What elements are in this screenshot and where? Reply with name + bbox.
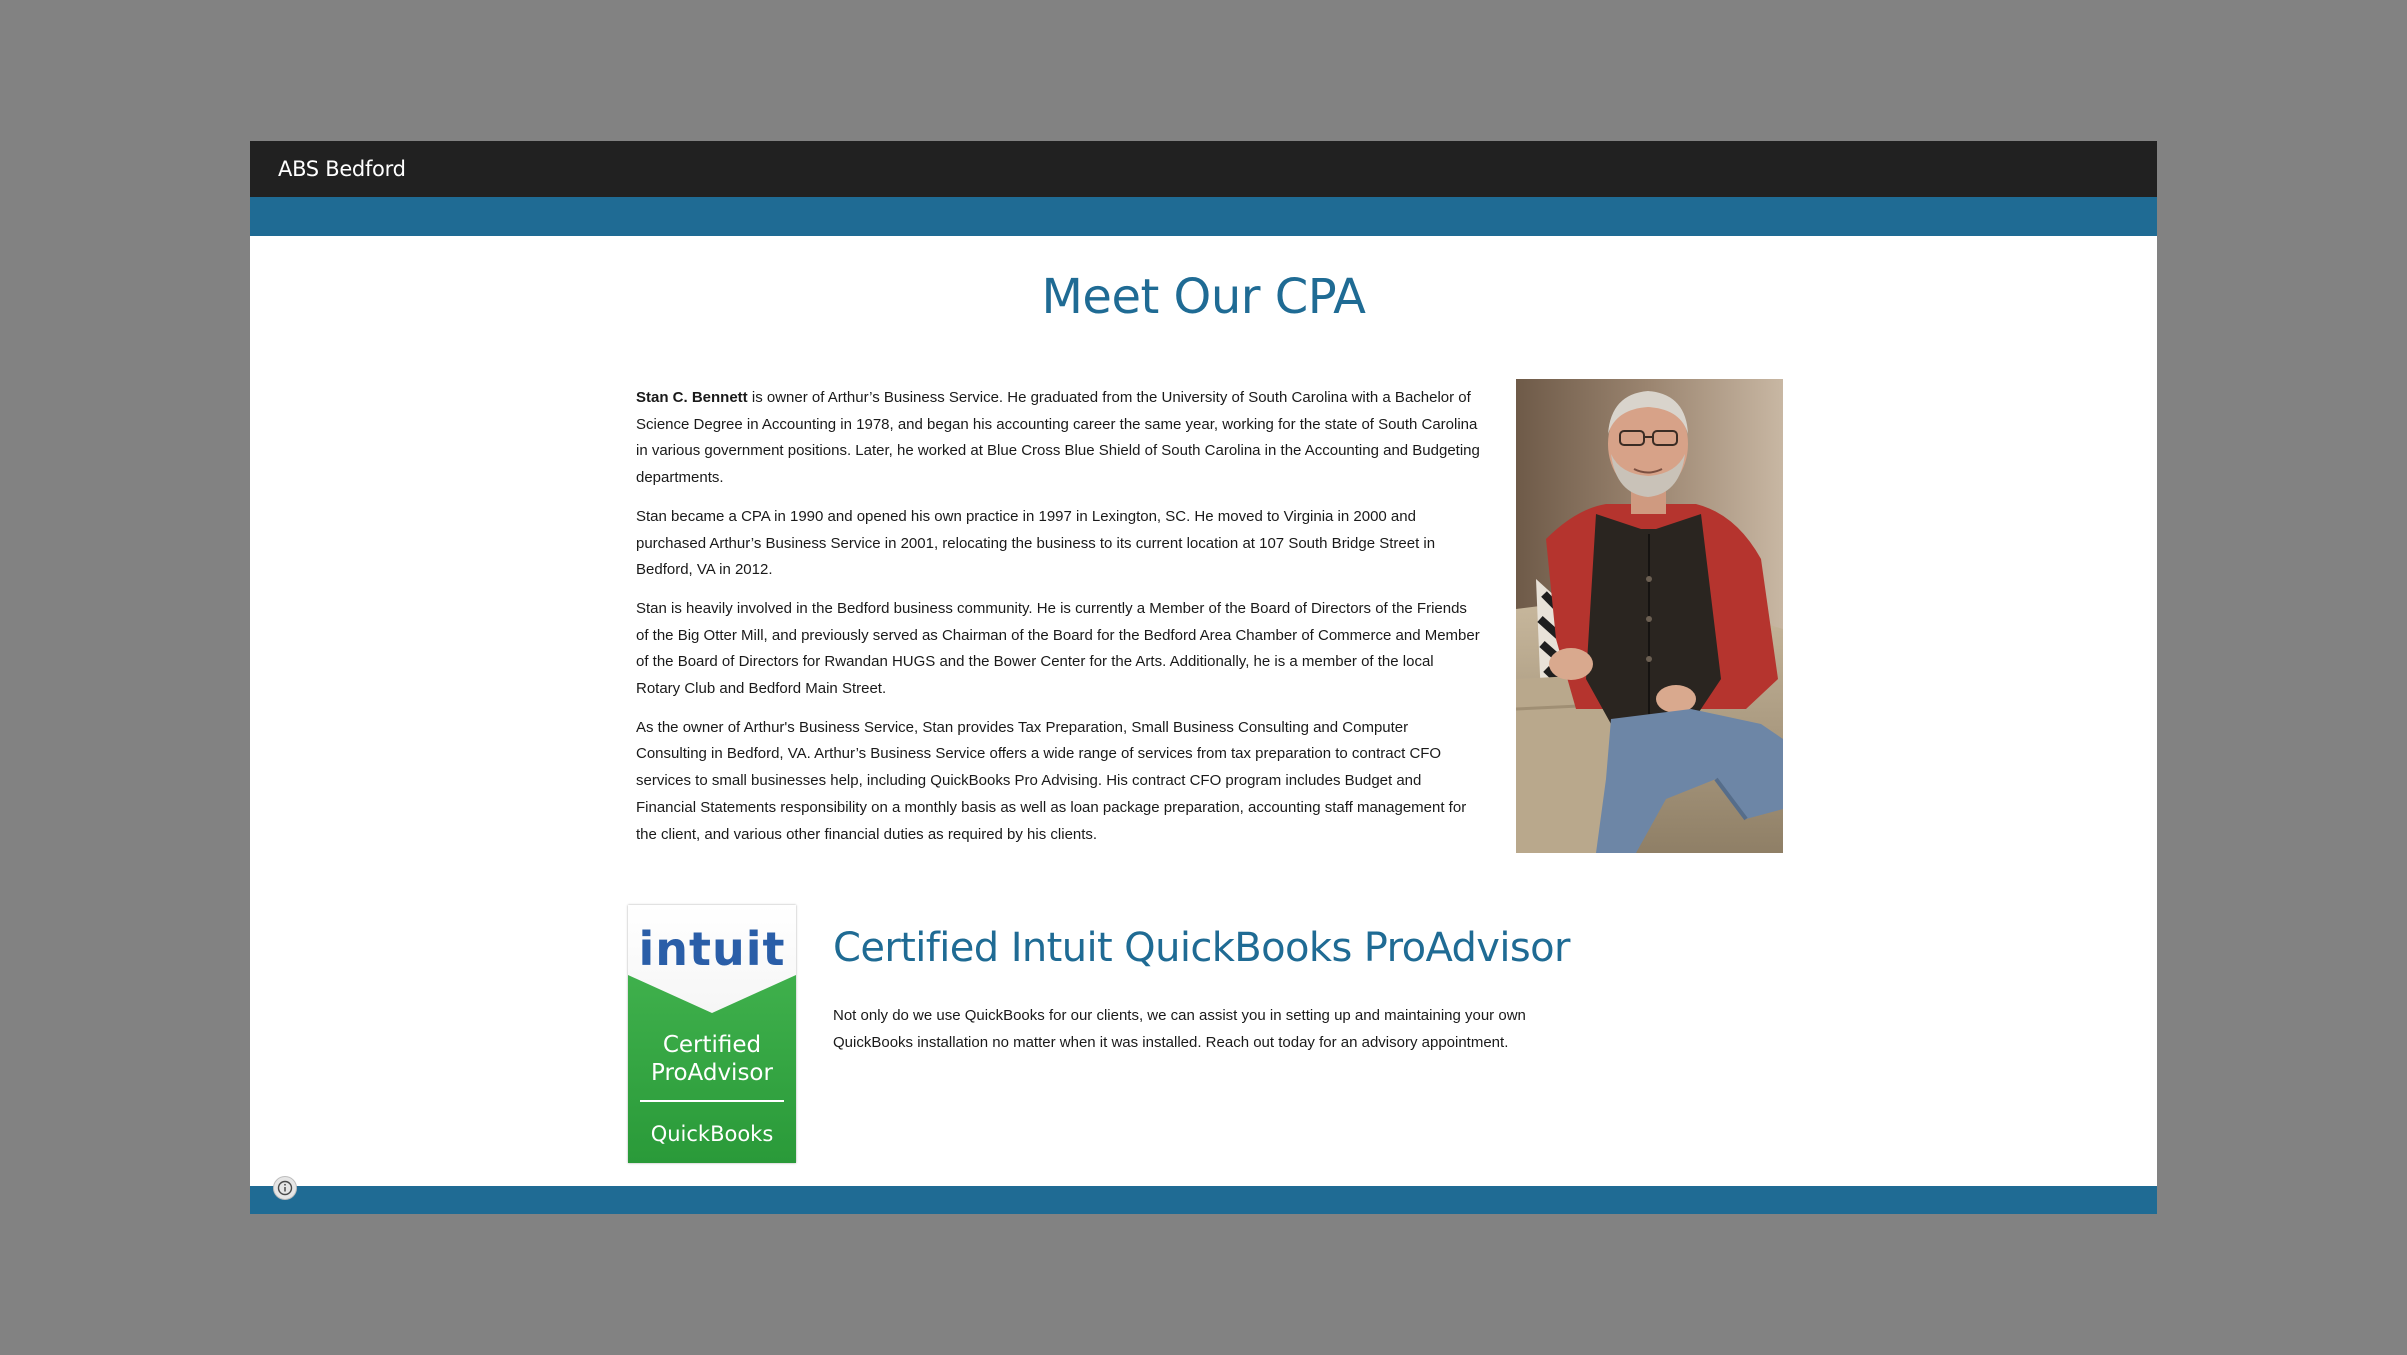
bio-paragraph-3: Stan is heavily involved in the Bedford business community. He is currently a Member of the Board of Directors of the Friends of the Big Otter Mill, and previously served as Chairman of the Board for the Bedford Area Chamber of Commerce and Member of the Board of Directors for Rwandan HUGS and the Bower Center for the Arts. Additionally, he is a member of the local Rotary Club and Bedford Main Street. [636,599,1480,698]
badge-proadvisor-text: ProAdvisor [651,1060,773,1086]
bio-section [636,385,1481,860]
badge-brand-text: intuit [638,922,786,976]
bio-paragraph-4: As the owner of Arthur's Business Service, Stan provides Tax Preparation, Small Business Consulting and Computer Consulting in Bedford, VA. Arthur’s Business Service offers a wide range of services from tax preparation to contract CFO services to small businesses help, including QuickBooks Pro Advising. His contract CFO program includes Budget and Financial Statements responsibility on a monthly basis as well as loan package preparation, accounting staff management for the client, and various other financial duties as required by his clients. [636,718,1467,843]
header-accent-band [250,197,2157,236]
quickbooks-description: Not only do we use QuickBooks for our clients, we can assist you in setting up and maintaining your own QuickBooks installation no matter when it was installed. Reach out today for an advisory appointment. [833,1007,1526,1051]
cpa-name: Stan C. Bennett [636,389,748,406]
site-info-button[interactable] [273,1176,297,1200]
footer-accent-band [250,1186,2157,1214]
quickbooks-heading: Certified Intuit QuickBooks ProAdvisor [833,925,1570,971]
proadvisor-badge-graphic [628,905,796,1163]
portrait-illustration [1516,379,1783,853]
top-navigation-bar [250,141,2157,197]
info-icon [274,1177,296,1199]
cpa-portrait-photo [1516,379,1783,853]
badge-product-text: QuickBooks [650,1122,774,1146]
bio-paragraph-2: Stan became a CPA in 1990 and opened his own practice in 1997 in Lexington, SC. He moved to Virginia in 2000 and purchased Arthur’s Business Service in 2001, relocating the business to its current location at 107 South Bridge Street in Bedford, VA in 2012. [636,507,1436,579]
page-title: Meet Our CPA [1041,269,1366,325]
bio-paragraph-1-text: is owner of Arthur’s Business Service. He graduated from the University of South Carolina with a Bachelor of Science Degree in Accounting in 1978, and began his accounting career the same year, working for the state of South Carolina in various government positions. Later, he worked at Blue Cross Blue Shield of South Carolina in the Accounting and Budgeting departments. [636,389,1480,487]
quickbooks-proadvisor-badge [628,905,796,1163]
site-window [250,141,2157,1214]
site-title-link[interactable]: ABS Bedford [278,157,406,181]
badge-certified-text: Certified [662,1032,762,1058]
bio-paragraph-1 [636,385,1481,492]
